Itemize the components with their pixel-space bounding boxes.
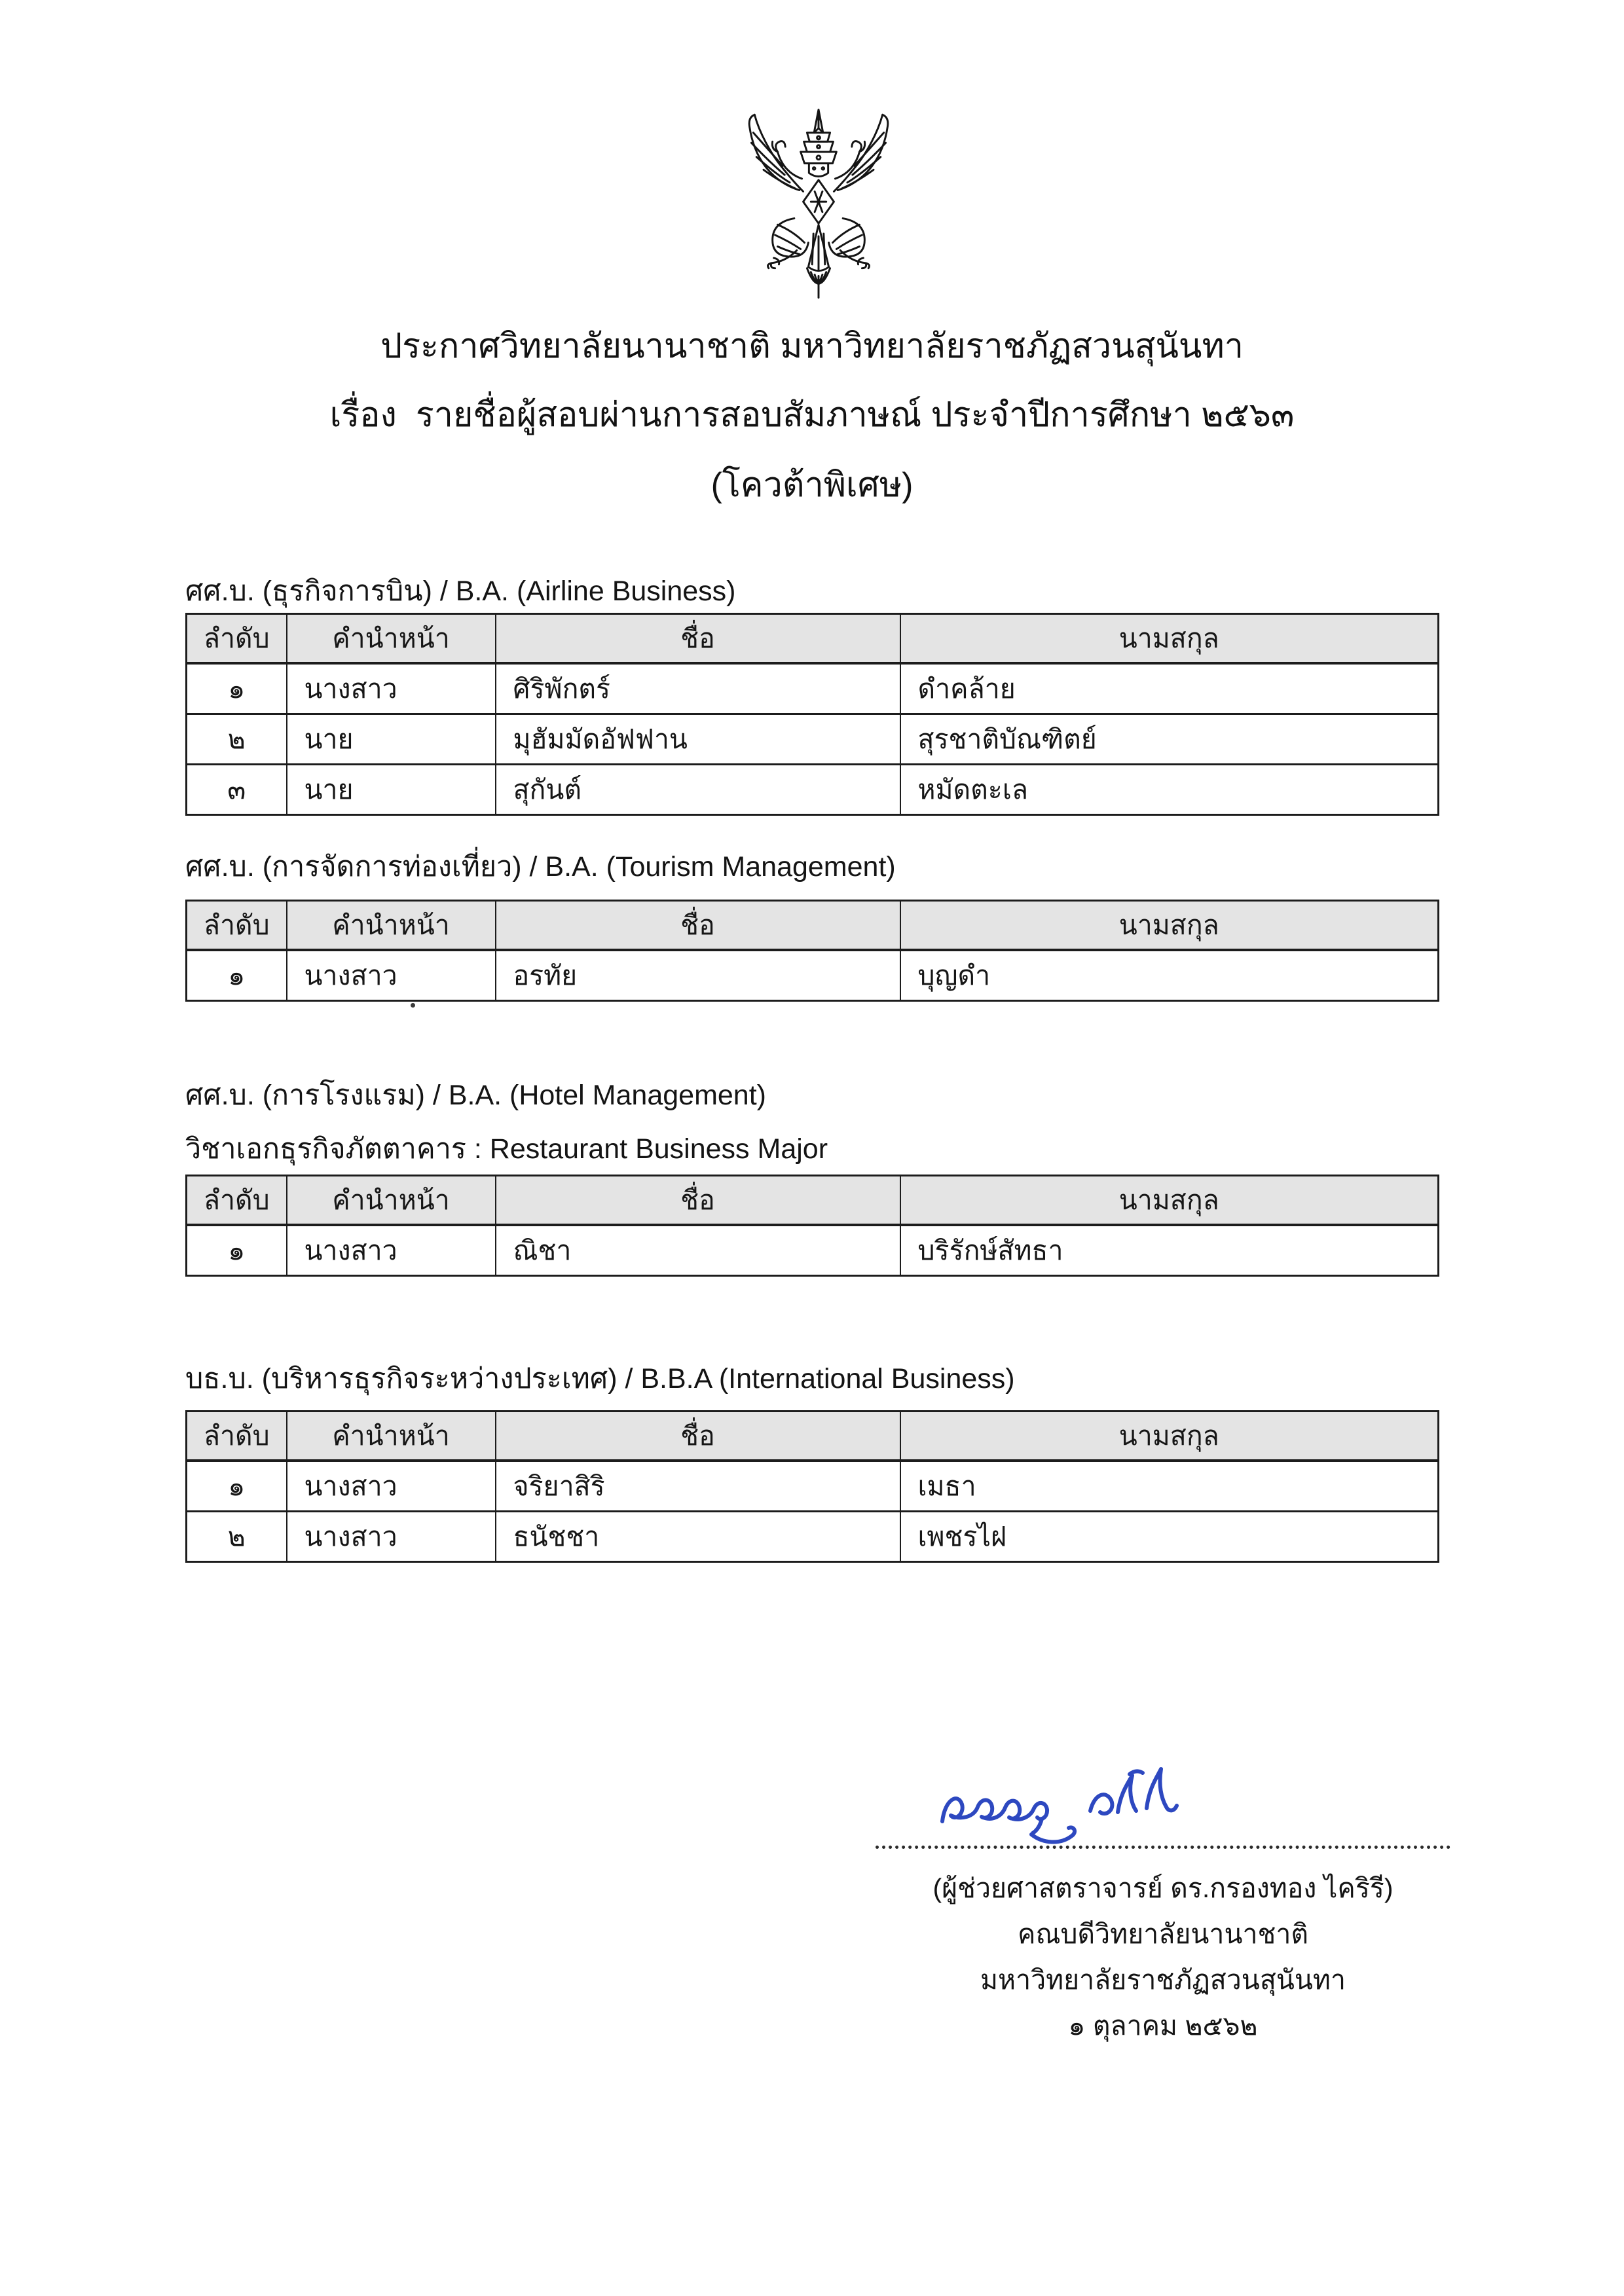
cell-firstname: ธนัชชา bbox=[496, 1512, 900, 1562]
cell-order: ๑ bbox=[187, 950, 287, 1001]
table-header-row bbox=[187, 1176, 1439, 1226]
col-header-firstname: ชื่อ bbox=[496, 614, 900, 664]
cell-firstname: มุฮัมมัดอัฟฟาน bbox=[496, 714, 900, 765]
section-heading-tourism-management: ศศ.บ. (การจัดการท่องเที่ยว) / B.A. (Tourism Management) bbox=[185, 851, 896, 883]
table-row bbox=[187, 714, 1439, 765]
cell-title: นางสาว bbox=[287, 1225, 496, 1276]
section-subheading-restaurant-major: วิชาเอกธุรกิจภัตตาคาร : Restaurant Business Major bbox=[185, 1133, 828, 1165]
col-header-firstname: ชื่อ bbox=[496, 1176, 900, 1226]
col-header-title: คำนำหน้า bbox=[287, 1176, 496, 1226]
cell-surname: ดำคล้าย bbox=[900, 663, 1439, 714]
cell-firstname: สุกันต์ bbox=[496, 765, 900, 815]
document-title-line2: เรื่อง รายชื่อผู้สอบผ่านการสอบสัมภาษณ์ ประจำปีการศึกษา ๒๕๖๓ bbox=[329, 396, 1295, 434]
cell-surname: บริรักษ์สัทธา bbox=[900, 1225, 1439, 1276]
table-airline-business bbox=[185, 613, 1439, 816]
garuda-emblem bbox=[735, 103, 902, 306]
signer-name: (ผู้ช่วยศาสตราจารย์ ดร.กรองทอง ไคริรี) bbox=[932, 1873, 1393, 1903]
col-header-firstname: ชื่อ bbox=[496, 1412, 900, 1461]
table-header-row bbox=[187, 1412, 1439, 1461]
cell-title: นางสาว bbox=[287, 1512, 496, 1562]
cell-title: นาย bbox=[287, 765, 496, 815]
section-heading-hotel-management: ศศ.บ. (การโรงแรม) / B.A. (Hotel Management) bbox=[185, 1080, 766, 1111]
cell-order: ๓ bbox=[187, 765, 287, 815]
table-hotel-management bbox=[185, 1175, 1439, 1277]
section-heading-airline-business: ศศ.บ. (ธุรกิจการบิน) / B.A. (Airline Business) bbox=[185, 575, 736, 607]
table-header-row bbox=[187, 614, 1439, 664]
col-header-order: ลำดับ bbox=[187, 614, 287, 664]
document-title-line3: (โควต้าพิเศษ) bbox=[710, 466, 913, 504]
col-header-order: ลำดับ bbox=[187, 1412, 287, 1461]
cell-order: ๒ bbox=[187, 714, 287, 765]
cell-order: ๑ bbox=[187, 1225, 287, 1276]
cell-title: นาย bbox=[287, 714, 496, 765]
table-row bbox=[187, 1225, 1439, 1276]
col-header-title: คำนำหน้า bbox=[287, 614, 496, 664]
table-header-row bbox=[187, 901, 1439, 951]
col-header-surname: นามสกุล bbox=[900, 901, 1439, 951]
stray-scan-dot bbox=[411, 1003, 415, 1008]
col-header-order: ลำดับ bbox=[187, 1176, 287, 1226]
signer-position: คณบดีวิทยาลัยนานาชาติ bbox=[1018, 1919, 1308, 1949]
cell-surname: เพชรไฝ bbox=[900, 1512, 1439, 1562]
table-row bbox=[187, 1461, 1439, 1512]
cell-surname: เมธา bbox=[900, 1461, 1439, 1512]
cell-order: ๑ bbox=[187, 663, 287, 714]
table-row bbox=[187, 1512, 1439, 1562]
cell-title: นางสาว bbox=[287, 950, 496, 1001]
announcement-date: ๑ ตุลาคม ๒๕๖๒ bbox=[1068, 2011, 1258, 2041]
cell-firstname: ณิชา bbox=[496, 1225, 900, 1276]
cell-title: นางสาว bbox=[287, 1461, 496, 1512]
cell-title: นางสาว bbox=[287, 663, 496, 714]
cell-surname: บุญดำ bbox=[900, 950, 1439, 1001]
col-header-surname: นามสกุล bbox=[900, 1412, 1439, 1461]
cell-order: ๑ bbox=[187, 1461, 287, 1512]
col-header-title: คำนำหน้า bbox=[287, 901, 496, 951]
table-row bbox=[187, 765, 1439, 815]
cell-order: ๒ bbox=[187, 1512, 287, 1562]
cell-firstname: ศิริพักตร์ bbox=[496, 663, 900, 714]
col-header-surname: นามสกุล bbox=[900, 1176, 1439, 1226]
table-tourism-management bbox=[185, 900, 1439, 1002]
col-header-order: ลำดับ bbox=[187, 901, 287, 951]
cell-firstname: อรทัย bbox=[496, 950, 900, 1001]
signature-dotted-line bbox=[876, 1829, 1450, 1849]
cell-firstname: จริยาสิริ bbox=[496, 1461, 900, 1512]
signer-organization: มหาวิทยาลัยราชภัฏสวนสุนันทา bbox=[980, 1965, 1346, 1995]
table-international-business bbox=[185, 1410, 1439, 1563]
cell-surname: หมัดตะเล bbox=[900, 765, 1439, 815]
col-header-surname: นามสกุล bbox=[900, 614, 1439, 664]
col-header-firstname: ชื่อ bbox=[496, 901, 900, 951]
section-heading-international-business: บธ.บ. (บริหารธุรกิจระหว่างประเทศ) / B.B.A (International Business) bbox=[185, 1363, 1015, 1394]
table-row bbox=[187, 950, 1439, 1001]
document-title-line1: ประกาศวิทยาลัยนานาชาติ มหาวิทยาลัยราชภัฏสวนสุนันทา bbox=[380, 327, 1244, 365]
table-row bbox=[187, 663, 1439, 714]
cell-surname: สุรชาติบัณฑิตย์ bbox=[900, 714, 1439, 765]
col-header-title: คำนำหน้า bbox=[287, 1412, 496, 1461]
